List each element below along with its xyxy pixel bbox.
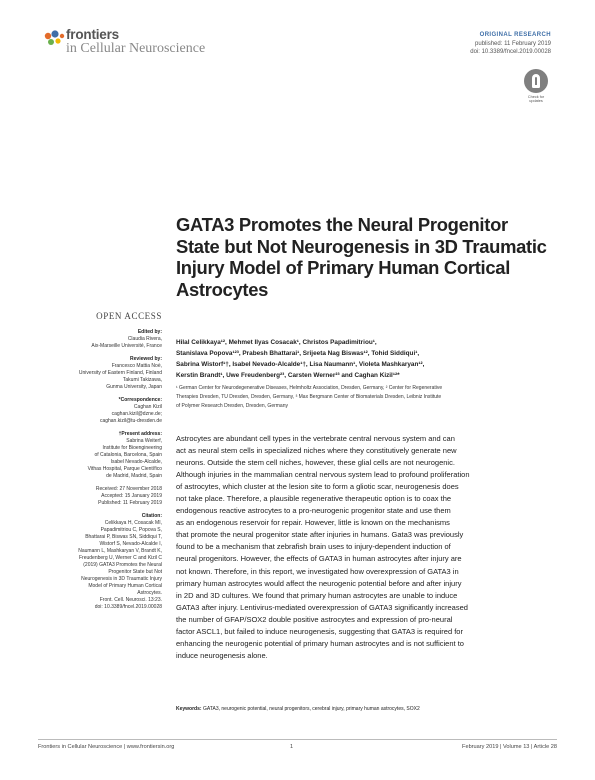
- doi: doi: 10.3389/fncel.2019.00028: [470, 49, 551, 55]
- update-badge-label: Check for updates: [527, 95, 545, 104]
- footer-divider: [38, 739, 557, 740]
- abstract-line: act as neural stem cells in specialized niches where they constitutively generate new: [176, 446, 457, 456]
- affiliation-line: of Polymer Research Dresden, Dresden, Germany: [176, 403, 288, 409]
- abstract-line: not known. Therefore, in this report, we investigated how overexpression of GATA3 in: [176, 566, 459, 576]
- article-meta: [470, 31, 551, 57]
- logo-dot: [55, 38, 60, 43]
- abstract-line: endogenous reactive astrocytes to a pro-neurogenic progenitor state and use them: [176, 506, 451, 516]
- abstract-line: factor ASCL1, but failed to induce neurogenesis, suggesting that GATA3 is required for: [176, 626, 463, 636]
- citation: Citation: Celikkaya H, Cosacak MI, Papadimitriou C, Popova S, Bhattarai P, Biswas SN, Siddiqui T, Wistorf S, Nevado-Alcalde I, Naumann L, Mashkaryan V, Brandt K, Freudenberg U, Werner C and Kizil C (2019) GATA3 Promotes the Neural Progenitor State but Not Neurogenesis in 3D Traumatic Injury Model of Primary Human Cortical Astrocytes. Front. Cell. Neurosci. 13:23. doi: 10.3389/fncel.2019.00028: [78, 513, 162, 610]
- logo-dot: [45, 33, 51, 39]
- abstract-line: primary human astrocytes would affect the neurogenic potential before and after injury: [176, 578, 462, 588]
- article-dates: Received: 27 November 2018 Accepted: 15 January 2019 Published: 11 February 2019: [95, 486, 162, 506]
- update-icon: [524, 69, 548, 93]
- check-for-updates-badge[interactable]: [521, 69, 551, 103]
- brand-name: frontiers: [66, 27, 119, 42]
- logo-dot: [60, 34, 64, 38]
- footer-issue: February 2019 | Volume 13 | Article 28: [462, 744, 557, 750]
- author-line: Stanislava Popova¹²³, Prabesh Bhattarai¹, Srijeeta Nag Biswas¹², Tohid Siddiqui¹,: [176, 350, 420, 357]
- abstract-line: induce neurogenesis alone.: [176, 650, 268, 660]
- affiliation-line: Therapies Dresden, TU Dresden, Dresden, Germany, ³ Max Bergmann Center of Biomaterials Dresden, Leibniz Institute: [176, 394, 442, 400]
- correspondence-email[interactable]: caghan.kizil@tu-dresden.de: [99, 418, 162, 424]
- logo-dot: [48, 39, 54, 45]
- keywords: [176, 706, 556, 713]
- open-access-label: OPEN ACCESS: [96, 311, 162, 321]
- journal-name: in Cellular Neuroscience: [66, 41, 206, 56]
- abstract-line: that promote the neural progenitor state after injuries in humans. Gata3 was previously: [176, 530, 464, 540]
- abstract-line: Although injuries in the mammalian central nervous system lead to profound proliferation: [176, 470, 470, 480]
- author-line: Sabrina Wistorf¹†, Isabel Nevado-Alcalde¹†, Lisa Naumann¹, Violeta Mashkaryan¹²,: [176, 361, 425, 368]
- article-type: ORIGINAL RESEARCH: [479, 32, 551, 38]
- abstract-line: in 2D and 3D cultures. We found that primary human astrocytes are unable to induce: [176, 590, 458, 600]
- footer-journal[interactable]: Frontiers in Cellular Neuroscience | www.frontiersin.org: [38, 744, 175, 750]
- abstract-line: as an endogenous reservoir for repair. However, little is known on the mechanisms: [176, 518, 450, 528]
- abstract: [176, 433, 556, 662]
- abstract-line: neurons. Outside the stem cell niches, however, these glial cells are not neurogenic.: [176, 458, 455, 468]
- correspondence: *Correspondence: Caghan Kizil caghan.kizil@dzne.de; caghan.kizil@tu-dresden.de: [38, 397, 162, 425]
- present-address: †Present address: Sabrina Weiterf, Institute for Bioengineering of Catalonia, Barcelona, Spain Isabel Nevado-Alcalde, Vithas Hospital, Parque Científico de Madrid, Madrid, Spain: [87, 431, 162, 479]
- affiliation-line: ¹ German Center for Neurodegenerative Diseases, Helmholtz Association, Dresden, Germany, ² Center for Regenerative: [176, 385, 443, 391]
- keywords-label: Keywords:: [176, 706, 202, 712]
- published-date: published: 11 February 2019: [475, 40, 551, 47]
- page-number: 1: [290, 744, 294, 750]
- abstract-line: the number of GFAP/SOX2 double positive astrocytes and expression of pro-neural: [176, 614, 453, 624]
- abstract-line: GATA3 after injury. Lentivirus-mediated overexpression of GATA3 significantly increased: [176, 602, 468, 612]
- reviewed-by: Reviewed by: Francesco Mattia Noè, University of Eastern Finland, Finland Takumi Takizawa, Gunma University, Japan: [78, 356, 162, 390]
- abstract-line: not take place. Therefore, a plausible regenerative therapeutic option is to coax the: [176, 494, 452, 504]
- abstract-line: neural progenitors. However, the effects of GATA3 in human astrocytes after injury are: [176, 554, 462, 564]
- edited-by: Edited by: Claudia Rivera, Aix-Marseille Université, France: [91, 329, 162, 349]
- author-list: [176, 337, 556, 381]
- author-line: Hilal Celikkaya¹², Mehmet Ilyas Cosacak¹, Christos Papadimitriou¹,: [176, 339, 377, 346]
- logo-dot: [51, 30, 58, 37]
- abstract-line: of astrocytes, which cluster at the lesion site to form a gliotic scar, neurogenesis does: [176, 482, 459, 492]
- correspondence-email[interactable]: caghan.kizil@dzne.de;: [111, 411, 162, 417]
- author-line: Kerstin Brandt¹, Uwe Freudenberg²³, Carsten Werner²³ and Caghan Kizil¹²*: [176, 372, 400, 379]
- affiliations: [176, 384, 556, 411]
- article-title: GATA3 Promotes the Neural Progenitor State but Not Neurogenesis in 3D Traumatic Injury Model of Primary Human Cortical Astrocytes: [176, 214, 547, 300]
- abstract-line: found to be a mechanism that zebrafish brain uses to injury-dependent induction of: [176, 542, 451, 552]
- keywords-text: GATA3, neurogenic potential, neural progenitors, cerebral injury, primary human astrocytes, SOX2: [202, 706, 420, 712]
- sidebar-info: [38, 329, 162, 617]
- abstract-line: enhancing the neurogenic potential of primary human astrocytes and is not sufficient to: [176, 638, 464, 648]
- abstract-line: Astrocytes are abundant cell types in the vertebrate central nervous system and can: [176, 434, 455, 443]
